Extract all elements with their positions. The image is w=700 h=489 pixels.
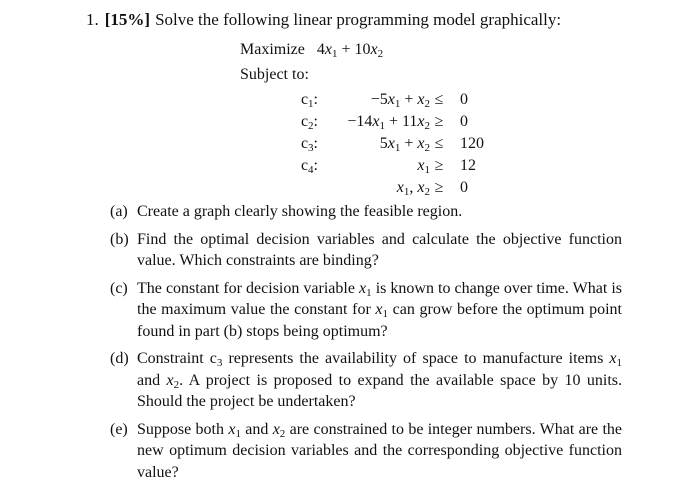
constraint-rhs: 0 [460,91,468,108]
constraint-label: $c_3$: [300,135,318,154]
question-part-text: Find the optimal decision variables and calculate the objective function value. Which constraints are binding? [137,230,622,269]
constraint-row [236,90,536,110]
question-part-text: The constant for decision variable $x_1$ is known to change over time. What is the maximum value the constant for $x_1$ can grow before the optimum point found in part (b) stops being optimum? [137,279,622,340]
question-part-label: (c) [110,279,128,297]
objective-expression-text: $4x_1 + 10x_2$ [316,41,384,60]
problem-number: 1. [86,10,99,29]
constraint-lhs: $-14x_1 + 11x_2$ [347,113,430,132]
objective-keyword: Maximize [240,41,305,58]
constraint-row [236,178,536,198]
constraint-relation: ≥ [434,157,444,174]
constraint-relation: ≥ [434,179,444,196]
constraint-row [236,134,536,154]
constraint-row [236,112,536,132]
constraint-lhs: $x_1$ [417,157,430,176]
objective-row [240,40,383,60]
subject-to-label: Subject to: [240,66,309,83]
constraint-lhs: $-5x_1 + x_2$ [370,91,430,110]
constraint-rhs: 0 [460,179,468,196]
problem-header [86,10,561,30]
question-part-text: Create a graph clearly showing the feasible region. [137,203,463,220]
constraint-label: $c_2$: [300,113,318,132]
constraint-rhs: 0 [460,113,468,130]
question-part-text: Constraint $c_3$ represents the availability of space to manufacture items $x_1$ and $x_2$. A project is proposed to expand the available space by 10 units. Should the project be undertaken? [137,350,622,410]
question-part-label: (d) [110,350,129,367]
constraint-label: $c_1$: [300,91,318,110]
question-part [110,201,622,223]
constraint-relation: ≤ [434,91,444,108]
problem-weight: [15%] [104,10,151,29]
constraint-lhs: $5x_1 + x_2$ [379,135,430,154]
question-parts [110,201,622,489]
question-part [110,348,622,413]
constraint-relation: ≤ [434,135,444,152]
constraint-rhs: 120 [460,135,484,152]
constraint-label: $c_4$: [300,157,318,176]
constraint-rhs: 12 [460,157,476,174]
question-part-label: (b) [110,230,129,248]
question-part-text: Suppose both $x_1$ and $x_2$ are constrained to be integer numbers. What are the new optimum decision variables and the corresponding objective function value? [137,420,622,481]
objective-expression [317,41,383,58]
question-part [110,278,622,343]
problem-instruction: Solve the following linear programming model graphically: [155,10,562,29]
question-part [110,229,622,272]
question-part-label: (a) [110,203,128,220]
constraint-row [236,156,536,176]
question-part [110,419,622,484]
constraint-relation: ≥ [434,113,444,130]
constraint-lhs: $x_1$, $x_2$ [396,179,430,198]
question-part-label: (e) [110,420,128,438]
